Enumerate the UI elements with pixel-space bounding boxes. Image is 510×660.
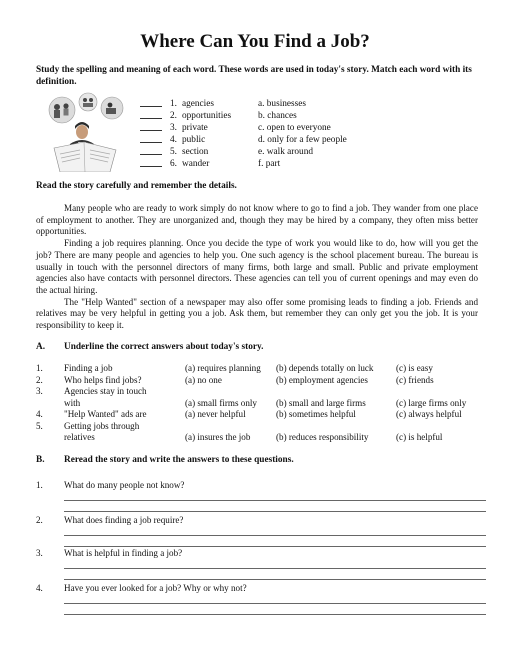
vocab-word: public: [182, 135, 206, 145]
answer-line[interactable]: [64, 593, 486, 604]
question-number: 4.: [36, 409, 43, 419]
vocab-row: [140, 146, 378, 158]
choice-c[interactable]: (c) is easy: [396, 363, 433, 373]
choice-b[interactable]: (b) reduces responsibility: [276, 432, 369, 442]
choice-b[interactable]: (b) employment agencies: [276, 374, 368, 385]
answer-line[interactable]: [64, 558, 486, 569]
question-number: 4.: [36, 583, 43, 593]
answer-line[interactable]: [64, 525, 486, 536]
written-question: [36, 515, 486, 547]
question-text: Who helps find jobs?: [64, 374, 142, 385]
job-seeker-illustration: [40, 92, 130, 172]
vocab-word: opportunities: [182, 111, 232, 121]
section-instruction: Underline the correct answers about today's story.: [64, 342, 264, 352]
question-number: 3.: [36, 548, 43, 558]
question-text: with: [64, 397, 81, 408]
question-number: 2.: [36, 515, 43, 525]
vocab-number: 6.: [170, 159, 177, 169]
question-number: 2.: [36, 374, 43, 385]
choice-b[interactable]: (b) small and large firms: [276, 397, 366, 408]
choice-a[interactable]: [185, 386, 276, 398]
section-a-questions: [36, 363, 476, 444]
vocab-definition: b. chances: [258, 111, 297, 121]
choice-c[interactable]: [396, 421, 476, 433]
written-question: [36, 548, 486, 580]
choice-b[interactable]: [276, 386, 396, 398]
intro-instructions: Study the spelling and meaning of each word. These words are used in today's story. Match each word with its definition.: [36, 65, 472, 87]
answer-blank[interactable]: [140, 110, 162, 119]
question-text: relatives: [64, 432, 95, 442]
vocabulary-match-list: [140, 98, 378, 170]
vocab-word: agencies: [182, 99, 215, 109]
choice-a[interactable]: (a) requires planning: [185, 363, 261, 373]
question-row: [36, 363, 476, 375]
vocab-number: 2.: [170, 111, 177, 121]
vocab-definition: a. businesses: [258, 99, 307, 109]
choice-b[interactable]: (b) sometimes helpful: [276, 409, 356, 419]
question-number: 5.: [36, 420, 43, 431]
vocab-row: [140, 134, 378, 146]
choice-a[interactable]: (a) no one: [185, 374, 222, 385]
question-number: 3.: [36, 386, 43, 396]
question-row: [36, 386, 476, 398]
question-row: [36, 409, 476, 421]
bubble-group-people: [49, 97, 75, 123]
choice-c[interactable]: (c) is helpful: [396, 432, 443, 442]
question-text: Agencies stay in touch: [64, 386, 147, 396]
answer-line[interactable]: [64, 604, 486, 615]
question-text: What does finding a job require?: [64, 515, 184, 525]
question-number: [36, 398, 64, 410]
answer-blank[interactable]: [140, 98, 162, 107]
written-question: [36, 480, 486, 512]
written-question: [36, 583, 486, 615]
choice-a[interactable]: [185, 421, 276, 433]
choice-c[interactable]: (c) always helpful: [396, 409, 462, 419]
question-text: What is helpful in finding a job?: [64, 548, 183, 558]
section-a-heading: [36, 342, 263, 352]
section-instruction: Reread the story and write the answers to these questions.: [64, 455, 294, 465]
choice-b[interactable]: (b) depends totally on luck: [276, 363, 374, 373]
question-row: [36, 398, 476, 410]
answer-blank[interactable]: [140, 134, 162, 143]
vocab-word: wander: [182, 159, 210, 169]
vocab-definition: d. only for a few people: [258, 135, 347, 145]
answer-line[interactable]: [64, 490, 486, 501]
question-row: [36, 432, 476, 444]
vocab-word: private: [182, 123, 208, 133]
bubble-office: [101, 97, 123, 119]
choice-a[interactable]: (a) never helpful: [185, 409, 246, 419]
question-text: What do many people not know?: [64, 480, 185, 490]
vocab-row: [140, 98, 378, 110]
section-letter: B.: [36, 455, 45, 465]
question-number: 1.: [36, 480, 43, 490]
story-paragraph: Finding a job requires planning. Once you decide the type of work you would like to do, how will you get the job? There are many people and agencies to help you. One such agency is the school placement bureau. The bureau is usually in touch with the personnel directors of many firms, both large and small. Public and private employment agencies also have contacts with personnel directors. These agencies can tell you of current openings and may even do the actual hiring.: [36, 238, 478, 295]
choice-b[interactable]: [276, 421, 396, 433]
vocab-number: 5.: [170, 147, 177, 157]
choice-a[interactable]: (a) insures the job: [185, 432, 251, 442]
man-reading-newspaper: [54, 122, 116, 172]
question-row: [36, 375, 476, 387]
answer-blank[interactable]: [140, 158, 162, 167]
answer-line[interactable]: [64, 501, 486, 512]
vocab-row: [140, 122, 378, 134]
question-row: [36, 421, 476, 433]
story-text: [36, 203, 478, 332]
vocab-word: section: [182, 147, 209, 157]
section-letter: A.: [36, 342, 46, 352]
answer-blank[interactable]: [140, 122, 162, 131]
answer-line[interactable]: [64, 569, 486, 580]
vocab-definition: f. part: [258, 159, 281, 169]
answer-blank[interactable]: [140, 146, 162, 155]
vocab-number: 4.: [170, 135, 177, 145]
vocab-number: 3.: [170, 123, 177, 133]
page-title: Where Can You Find a Job?: [140, 31, 370, 52]
bubble-meeting: [79, 93, 97, 111]
vocab-definition: c. open to everyone: [258, 123, 331, 133]
question-text: "Help Wanted" ads are: [64, 409, 147, 419]
answer-line[interactable]: [64, 536, 486, 547]
question-number: 1.: [36, 363, 43, 373]
question-text: Have you ever looked for a job? Why or why not?: [64, 583, 247, 593]
section-b-heading: [36, 455, 294, 465]
choice-c[interactable]: [396, 386, 476, 398]
story-paragraph: Many people who are ready to work simply do not know where to go to find a job. They wander from one place of employment to another. They are unorganized and, though they may be hired by a company, they often miss better opportunities.: [36, 203, 478, 237]
question-text: Finding a job: [64, 363, 113, 373]
vocab-definition: e. walk around: [258, 147, 313, 157]
vocab-row: [140, 158, 378, 170]
story-paragraph: The "Help Wanted" section of a newspaper may also offer some promising leads to finding a job. Friends and relatives may be very helpful in getting you a job. Ask them, but remember they can only get you the job. It is your responsibility to keep it.: [36, 296, 478, 331]
vocab-row: [140, 110, 378, 122]
read-story-heading: Read the story carefully and remember the details.: [36, 181, 237, 191]
question-number: [36, 432, 64, 444]
choice-c[interactable]: (c) large firms only: [396, 397, 467, 408]
question-text: Getting jobs through: [64, 420, 140, 431]
choice-a[interactable]: (a) small firms only: [185, 397, 257, 408]
choice-c[interactable]: (c) friends: [396, 374, 434, 385]
vocab-number: 1.: [170, 99, 177, 109]
